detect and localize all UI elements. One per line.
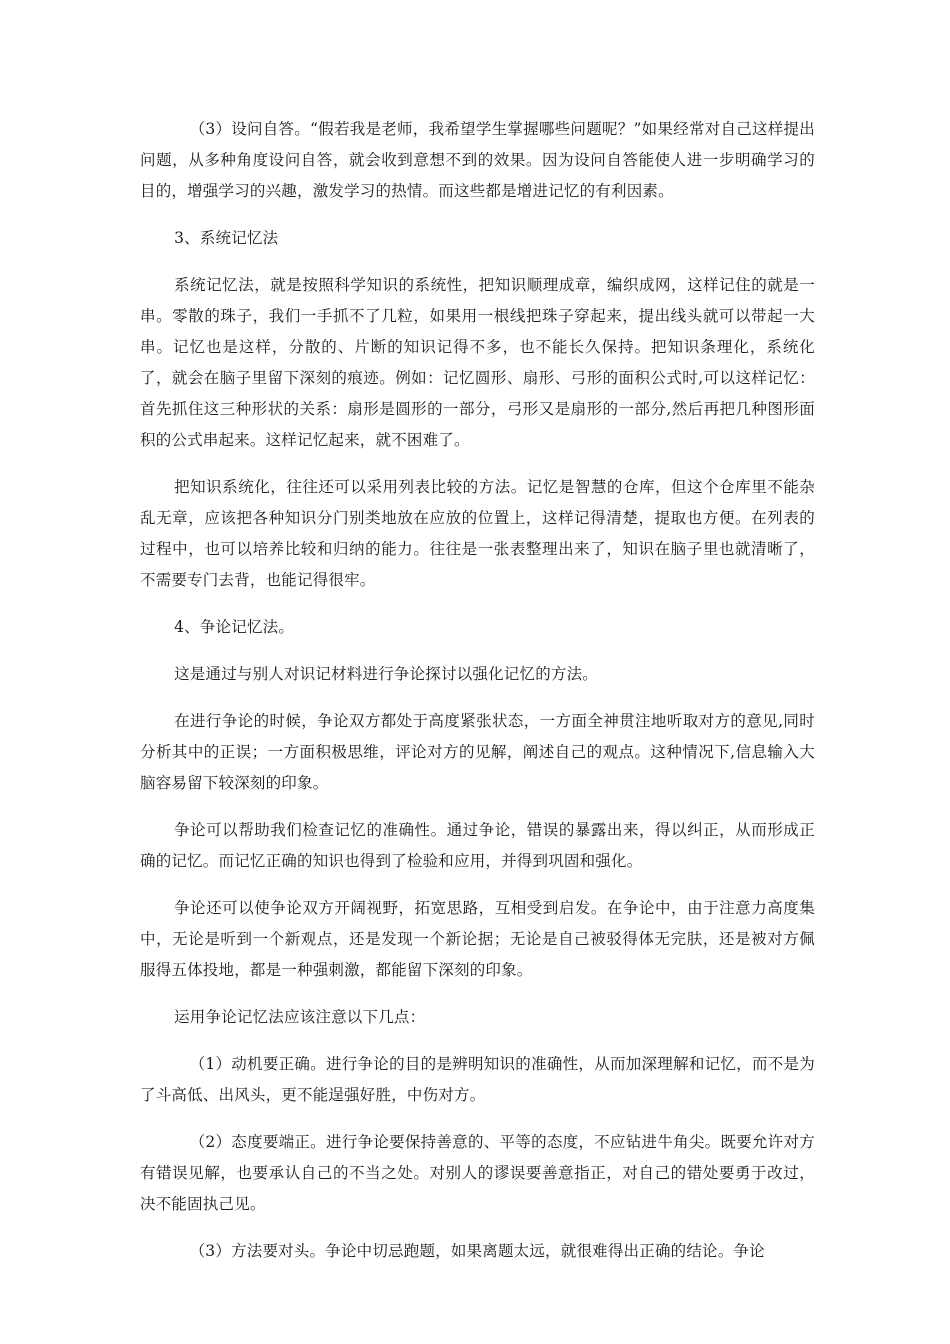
paragraph-system-memory-definition: 系统记忆法，就是按照科学知识的系统性，把知识顺理成章，编织成网，这样记住的就是一串。零散的珠子，我们一手抓不了几粒，如果用一根线把珠子穿起来，提出线头就可以带起一大串。记忆也是这样，分散的、片断的知识记得不多，也不能长久保持。把知识条理化，系统化了，就会在脑子里留下深刻的痕迹。例如：记忆圆形、扇形、弓形的面积公式时,可以这样记忆：首先抓住这三种形状的关系：扇形是圆形的一部分，弓形又是扇形的一部分,然后再把几种图形面积的公式串起来。这样记忆起来，就不困难了。 [140, 276, 815, 449]
document-body [140, 114, 815, 1283]
paragraph-debate-horizon: 争论还可以使争论双方开阔视野，拓宽思路，互相受到启发。在争论中，由于注意力高度集中，无论是听到一个新观点，还是发现一个新论据；无论是自己被驳得体无完肤，还是被对方佩服得五体投地，都是一种强刺激，都能留下深刻的印象。 [140, 899, 815, 979]
paragraph-table-comparison: 把知识系统化，往往还可以采用列表比较的方法。记忆是智慧的仓库，但这个仓库里不能杂乱无章，应该把各种知识分门别类地放在应放的位置上，这样记得清楚，提取也方便。在列表的过程中，也可以培养比较和归纳的能力。往往是一张表整理出来了，知识在脑子里也就清晰了，不需要专门去背，也能记得很牢。 [140, 478, 815, 589]
list-item-method: （3）方法要对头。争论中切忌跑题，如果离题太远，就很难得出正确的结论。争论 [189, 1242, 765, 1260]
section-heading-debate-memory: 4、争论记忆法。 [174, 618, 295, 636]
paragraph-debate-accuracy: 争论可以帮助我们检查记忆的准确性。通过争论，错误的暴露出来，得以纠正，从而形成正确的记忆。而记忆正确的知识也得到了检验和应用，并得到巩固和强化。 [140, 821, 815, 870]
section-heading-system-memory: 3、系统记忆法 [174, 229, 279, 247]
list-item-attitude: （2）态度要端正。进行争论要保持善意的、平等的态度，不应钻进牛角尖。既要允许对方有错误见解，也要承认自己的不当之处。对别人的谬误要善意指正，对自己的错处要勇于改过，决不能固执己见。 [140, 1133, 815, 1213]
paragraph-self-question: （3）设问自答。“假若我是老师，我希望学生掌握哪些问题呢？”如果经常对自己这样提出问题，从多种角度设问自答，就会收到意想不到的效果。因为设问自答能使人进一步明确学习的目的，增强学习的兴趣，激发学习的热情。而这些都是增进记忆的有利因素。 [140, 120, 815, 200]
paragraph-debate-notes-intro: 运用争论记忆法应该注意以下几点： [174, 1008, 426, 1026]
paragraph-debate-tension: 在进行争论的时候，争论双方都处于高度紧张状态，一方面全神贯注地听取对方的意见,同时分析其中的正误；一方面积极思维，评论对方的见解，阐述自己的观点。这种情况下,信息输入大脑容易留下较深刻的印象。 [140, 712, 815, 792]
paragraph-debate-definition: 这是通过与别人对识记材料进行争论探讨以强化记忆的方法。 [174, 665, 598, 683]
list-item-motive: （1）动机要正确。进行争论的目的是辨明知识的准确性，从而加深理解和记忆，而不是为了斗高低、出风头，更不能逞强好胜，中伤对方。 [140, 1055, 815, 1104]
